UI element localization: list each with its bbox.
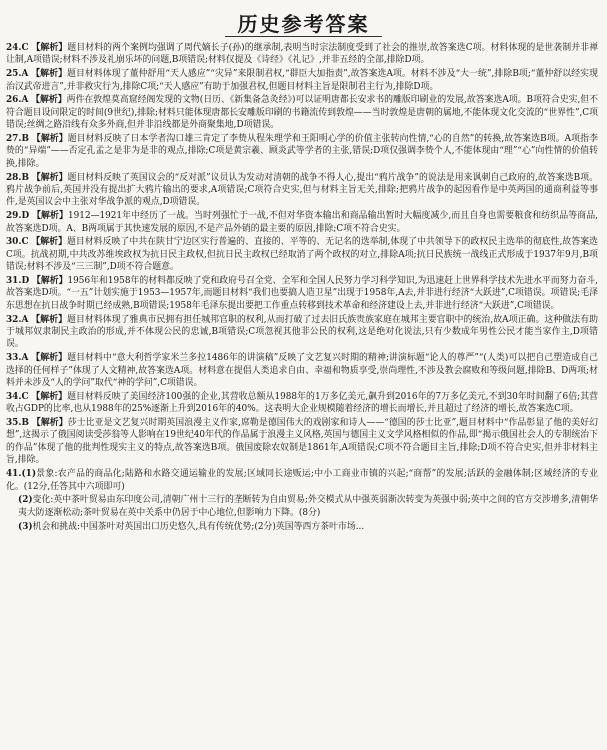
answer-item [6,352,598,389]
analysis-tag: 【解析】 [31,95,67,106]
answer-item [6,314,598,351]
answer-item [6,68,598,93]
answer-item [6,468,598,493]
analysis-tag: 【解析】 [32,211,69,222]
item-text: 题目材料体现了董仲舒用“天人感应”“灾异”来限制君权,“群臣大加指责”,故答案选A项。材料不涉及“大一统”,排除B项;“董仲舒以经实现治汉武帝进言”,并非救灾行为,排除C项;“天人感应”有助于加强君权,但题目材料主旨是限制君主行为,排除D项。 [6,69,599,92]
item-text: 两件在敦煌莫高窟经阁发现的文物(日历、《新集备急灸经》)可以证明唐都长安求书的雕版印刷业的发展,故答案选A项。B项符合史实,但不符合题目设问限定的时间(9世纪),排除;材料只能体现唐都长安雕版印刷的书籍流传到敦煌——当时敦煌是唐朝的属地,不能体现文化交流的“世界性”,C项错误;丝绸之路沿线有众多外商,但并非沿线都是外商聚集地,D项错误。 [6,95,599,131]
item-number: 29.D [6,211,30,222]
item-number: 30.C [6,237,29,248]
item-text: 题目材料反映了日本学者沟口雄三肯定了李贽从程朱理学和王阳明心学的价值主张转向性情,“心的自然”的转换,故答案选B项。A项指李贽的“异端”——否定孔孟之是非为是非的观点,排除;C项是黄宗羲、顾炎武等学者的主张,错误;D项仅强调李贽个人,不能体现由“理”“心”向性情的价值转换,排除。 [6,134,598,169]
item-text: 题目材料中“意大利哲学家米兰多拉1486年的讲演稿”反映了文艺复兴时期的精神;讲演标题“论人的尊严”“(人类)可以把自己塑造成自己选择的任何样子”体现了人文精神,故答案选A项。材料意在提倡人类追求自由、幸福和物质享受,崇尚理性,不涉及教会腐败和等级问题,排除B、D两项;材料并未涉及“人的学问”取代“神的学问”,C项错误。 [6,353,599,389]
analysis-tag: 【解析】 [31,314,68,325]
item-text: 景象:农产品的商品化;陆路和水路交通运输业的发展;区域同长途贩运;中小工商业市镇的兴起;“商帮”的发展;活跃的金融体制;区域经济的专业化。(12分,任答其中六项即可) [6,469,598,492]
item-text: 题目材料的两个案例均强调了周代嫡长子(孙)的继承制,表明当时宗法制度受到了社会的推崇,故答案选C项。材料体现的是世袭制并非禅让制,A项错误;材料不涉及礼崩乐坏的问题,B项错误;材料仅提及《诗经》《礼记》,并非五经的全部,排除D项。 [6,43,598,66]
title-area [0,0,607,40]
analysis-tag: 【解析】 [31,69,68,80]
item-text: 莎士比亚是文艺复兴时期英国浪漫主义作家,席勒是德国伟大的戏剧家和诗人——“德国的莎士比亚”,题目材料中“作品彰显了他的美好幻想”,这揭示了俄国阅读受莎翁等人影响在19世纪40年代的作品属于浪漫主义风格,英国与德国主义文学风格相似的作品,即“揭示俄国社会人的专制统治下的作品”体现了他的批判性现实主义的特点,故答案选B项。俄国废除农奴制是1861年,A项错误;C项不符合题目主旨,排除;D项不符合史实,但并非材料主旨,排除。 [6,418,599,466]
analysis-tag: 【解析】 [31,276,68,287]
item-number: 24.C [6,43,29,53]
answer-subitem [6,494,598,519]
analysis-tag: 【解析】 [31,134,68,145]
answer-item [6,172,598,209]
item-number: 32.A [6,314,29,325]
analysis-tag: 【解析】 [31,418,68,429]
analysis-tag: 【解析】 [31,172,68,183]
title-underline [225,36,382,37]
item-text: 1912—1921年中经历了一战。当时列强忙于一战,不但对华资本输出和商品输出暂时大幅度减少,而且自身也需要粮食和纺织品等商品,故答案选D项。A、B两项属于其快速发展的原因,不是产品外销的最主要的原因,排除;C项不符合史实。 [6,211,598,234]
item-text: 机会和挑战:中国茶叶对英国出口历史悠久,具有传统优势;(2分)英国等西方茶叶市场... [32,521,365,532]
item-text: 题目材料反映了英国议会的“反对派”议员认为发动对清朝的战争不得人心,提出“鸦片战争”的说法是用来讽刺自己政府的,故答案选B项。鸦片战争前后,英国并没有提出扩大鸦片输出的要求,A项错误;C项符合史实,但与材料主旨无关,排除;把鸦片战争的起因看作是中英两国的通商利益等事件,是英国议会中主张对华战争派的观点,D项错误。 [6,172,598,208]
item-text: 题目材料体现了雅典市民拥有担任城邦官职的权利,从而打破了过去旧氏族贵族家庭在城邦主要官职中的统治,故A项正确。这种做法有助于城邦奴隶制民主政治的形成,并不体现公民的忠诚,B项错误;C项忽视其他非公民的权利,这是绝对化说法,只有少数成年男性公民才能当家作主,D项错误。 [6,314,599,350]
item-text: 题目材料反映了中共在陕甘宁边区实行普遍的、直接的、平等的、无记名的选举制,体现了中共领导下的政权民主选举的彻底性,故答案选C项。抗战初期,中共改苏维埃政权为抗日民主政权,但抗日民主政权已经取消了两个政权的对立,排除A项;抗日民族统一战线正式形成于1937年9月,B项错误;材料不涉及“三三制”,D项不符合题意。 [6,237,599,273]
item-number: 35.B [6,418,29,429]
analysis-tag: 【解析】 [31,391,68,402]
answer-item [6,417,598,467]
page-title: 历史参考答案 [237,12,370,36]
item-number: 28.B [6,172,29,183]
item-number: 27.B [6,134,29,145]
answer-item [6,210,598,235]
answer-item [6,133,598,170]
answer-item [6,94,598,131]
item-text: 变化:英中茶叶贸易由东印度公司,清朝广州十三行的垄断转为自由贸易;外交模式从中强英弱渐次转变为英强中弱;英中之间的官方交涉增多,清朝华夷大防逐渐松动;茶叶贸易在英中关系中仍居于中心地位,但影响力下降。(8分) [18,495,598,518]
answer-item [6,275,598,312]
answer-item [6,391,598,416]
answer-item [6,236,598,273]
answer-item [6,42,598,67]
item-number: 34.C [6,391,29,402]
item-number: (2) [18,495,33,506]
item-number: (3) [18,521,33,532]
answer-subitem [6,521,598,533]
item-number: 41.(1) [6,469,37,480]
item-number: 31.D [6,276,30,287]
analysis-tag: 【解析】 [31,237,67,248]
item-text: 题目材料反映了美国经济100强的企业,其营收总额从1988年的1万多亿美元,飙升到2016年的7万多亿美元,不到30年时间翻了6倍;其营收占GDP的比率,也从1988年的25%逐渐上升到2016年的40%。这表明大企业规模随着经济的增长而增长,并且超过了经济的增长,故答案选C项。 [6,391,598,415]
item-number: 33.A [6,353,29,364]
analysis-tag: 【解析】 [31,353,68,364]
item-number: 25.A [6,69,29,80]
item-text: 1956年和1958年的材料都反映了党和政府号召全党、全军和全国人民努力学习科学知识,为迅速赶上世界科学技术先进水平而努力奋斗,故答案选D项。“一五”计划实施于1953—1957年,而题目材料“我们也要搞人造卫星”出现于1958年,A去,并非进行经济“大跃进”,C项错误。项错误;毛泽东思想在抗日战争时期已经成熟,B项错误;1958年毛泽东提出要把工作重点转移到技术革命和经济建设上去,并非进行经济“大跃进”,C项错误。 [6,276,599,311]
item-number: 26.A [6,95,29,106]
answer-list [6,42,598,534]
analysis-tag: 【解析】 [31,43,68,53]
